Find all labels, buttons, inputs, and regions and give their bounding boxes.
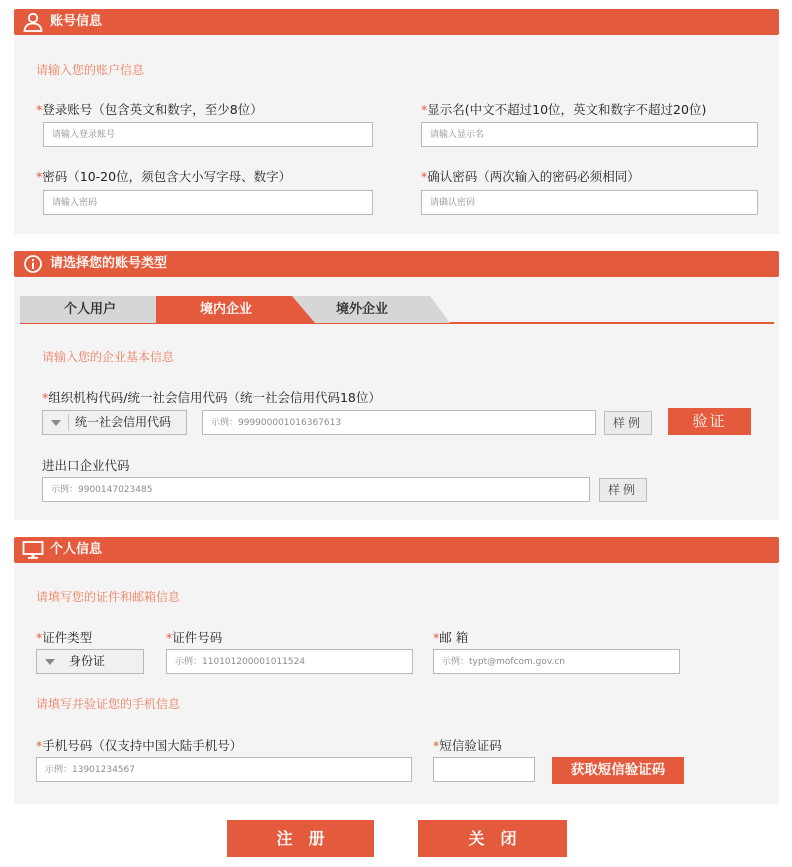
org-code-type-value: 统一社会信用代码: [75, 415, 172, 429]
personal-section-title: 个人信息: [50, 542, 103, 557]
id-number-input[interactable]: [166, 649, 413, 674]
user-icon: [22, 12, 44, 32]
account-hint: 请输入您的账户信息: [36, 63, 145, 77]
monitor-icon: [22, 540, 44, 560]
required-mark: *: [433, 630, 440, 645]
email-label: *邮 箱: [433, 630, 469, 645]
org-code-sample-button[interactable]: 样例: [604, 411, 652, 435]
sms-code-input[interactable]: [433, 757, 535, 782]
display-name-label: *显示名(中文不超过10位，英文和数字不超过20位): [421, 102, 707, 117]
org-code-input[interactable]: [202, 410, 596, 435]
login-label: *登录账号（包含英文和数字，至少8位）: [36, 102, 263, 117]
required-mark: *: [421, 169, 428, 184]
tab-domestic-enterprise[interactable]: 境内企业: [199, 302, 252, 317]
org-code-label: *组织机构代码/统一社会信用代码（统一社会信用代码18位）: [42, 390, 381, 405]
required-mark: *: [166, 630, 173, 645]
info-icon: [22, 254, 44, 274]
required-mark: *: [433, 738, 440, 753]
ie-code-input[interactable]: [42, 477, 590, 502]
phone-hint: 请填写并验证您的手机信息: [36, 697, 181, 711]
account-type-section-header: [14, 251, 779, 277]
id-type-value: 身份证: [69, 654, 106, 668]
close-button[interactable]: 关 闭: [418, 820, 567, 857]
phone-label: *手机号码（仅支持中国大陆手机号）: [36, 738, 243, 753]
confirm-password-input[interactable]: [421, 190, 758, 215]
account-section-header: [14, 9, 779, 35]
id-type-label: *证件类型: [36, 630, 93, 645]
ie-code-sample-button[interactable]: 样例: [599, 478, 647, 502]
required-mark: *: [36, 102, 43, 117]
password-label: *密码（10-20位，须包含大小写字母、数字）: [36, 169, 292, 184]
confirm-password-label: *确认密码（两次输入的密码必须相同）: [421, 169, 640, 184]
phone-input[interactable]: [36, 757, 412, 782]
required-mark: *: [36, 630, 43, 645]
sms-code-label: *短信验证码: [433, 738, 502, 753]
required-mark: *: [36, 738, 43, 753]
account-type-section-title: 请选择您的账号类型: [50, 256, 168, 271]
required-mark: *: [421, 102, 428, 117]
get-sms-code-button[interactable]: 获取短信验证码: [552, 757, 684, 784]
org-code-type-select[interactable]: [42, 410, 187, 435]
chevron-down-icon: [51, 420, 61, 426]
password-input[interactable]: [43, 190, 373, 215]
personal-section-header: [14, 537, 779, 563]
tab-foreign-enterprise[interactable]: 境外企业: [335, 302, 388, 317]
ie-code-label: 进出口企业代码: [42, 458, 130, 473]
chevron-down-icon: [45, 659, 55, 665]
id-number-label: *证件号码: [166, 630, 223, 645]
email-input[interactable]: [433, 649, 680, 674]
id-type-select[interactable]: [36, 649, 144, 674]
register-button[interactable]: 注 册: [227, 820, 374, 857]
tab-personal-user[interactable]: 个人用户: [63, 302, 116, 317]
verify-button[interactable]: 验证: [668, 408, 751, 435]
account-section-title: 账号信息: [50, 14, 103, 29]
display-name-input[interactable]: [421, 122, 758, 147]
id-email-hint: 请填写您的证件和邮箱信息: [36, 590, 181, 604]
required-mark: *: [36, 169, 43, 184]
required-mark: *: [42, 390, 49, 405]
enterprise-hint: 请输入您的企业基本信息: [42, 350, 175, 364]
login-input[interactable]: [43, 122, 373, 147]
